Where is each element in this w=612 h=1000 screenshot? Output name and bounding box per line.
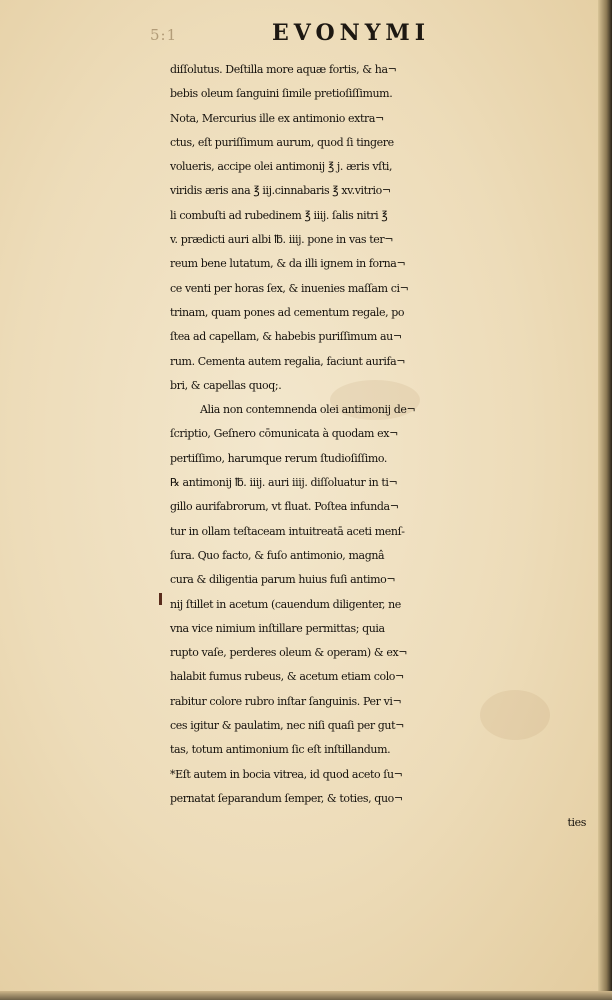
- text-line: rabitur colore rubro inſtar ſanguinis. Per vi¬: [170, 694, 402, 708]
- book-gutter-shadow: [598, 0, 612, 1000]
- text-line: li combuſti ad rubedinem ℥ iiij. ſalis nitri ℥: [170, 208, 388, 222]
- margin-mark: [159, 593, 162, 605]
- text-line: viridis æris ana ℥ iij.cinnabaris ℥ xv.vitrio¬: [170, 184, 391, 198]
- text-line: trinam, quam pones ad cementum regale, po: [170, 305, 405, 319]
- text-line: vna vice nimium inſtillare permittas; quia: [170, 621, 385, 635]
- text-line: halabit fumus rubeus, & acetum etiam colo¬: [170, 670, 404, 684]
- text-line: tur in ollam teſtaceam intuitreatā aceti menſ-: [170, 524, 405, 538]
- text-line: pertiſſimo, harumque rerum ſtudioſiſſimo.: [170, 451, 388, 465]
- text-line: ctus, eſt puriſſimum aurum, quod ſi tingere: [170, 135, 394, 149]
- running-head: EVONYMI: [272, 20, 431, 46]
- text-line: cura & diligentia parum huius fuſi antimo¬: [170, 573, 396, 587]
- page-number: 5:1: [150, 26, 178, 44]
- text-line: rupto vaſe, perderes oleum & operam) & ex¬: [170, 646, 408, 660]
- text-line: nij ſtillet in acetum (cauendum diligenter, ne: [170, 597, 401, 611]
- text-line: *Eſt autem in bocia vitrea, id quod aceto ſu¬: [170, 767, 403, 781]
- text-line: ſcriptio, Geſnero cōmunicata à quodam ex¬: [170, 427, 398, 441]
- text-line: ces igitur & paulatim, nec niſi quaſi per gut¬: [170, 719, 404, 733]
- text-line: ſura. Quo facto, & fuſo antimonio, magnâ: [170, 548, 385, 562]
- text-line: v. prædicti auri albi ℔. iiij. pone in vas ter¬: [170, 233, 394, 247]
- text-line: ce venti per horas ſex, & inuenies maſſam ci¬: [170, 281, 409, 295]
- text-line: volueris, accipe olei antimonij ℥ j. æris vſti,: [170, 160, 393, 174]
- text-line: pernatat ſeparandum ſemper, & toties, quo¬: [170, 791, 403, 805]
- text-line: gillo aurifabrorum, vt fluat. Poſtea infunda¬: [170, 500, 399, 514]
- text-line: ſtea ad capellam, & habebis puriſſimum au¬: [170, 330, 402, 344]
- body-text: [170, 58, 600, 836]
- text-line: reum bene lutatum, & da illi ignem in forna¬: [170, 257, 406, 271]
- text-line: bebis oleum ſanguini ſimile pretioſiſſimum.: [170, 87, 393, 101]
- catchword: ties: [567, 816, 586, 830]
- text-line: diſſolutus. Deſtilla more aquæ fortis, & ha¬: [170, 63, 397, 76]
- text-line: Nota, Mercurius ille ex antimonio extra¬: [170, 111, 384, 125]
- text-line: rum. Cementa autem regalia, faciunt aurifa¬: [170, 354, 406, 368]
- text-line: ℞ antimonij ℔. iiij. auri iiij. diſſoluatur in ti¬: [170, 476, 398, 490]
- text-line-paragraph-start: Alia non contemnenda olei antimonij de¬: [200, 403, 416, 417]
- text-line: tas, totum antimonium ſic eſt inſtillandum.: [170, 743, 391, 757]
- text-line: bri, & capellas quoq;.: [170, 378, 282, 392]
- page-bottom-edge: [0, 991, 612, 1000]
